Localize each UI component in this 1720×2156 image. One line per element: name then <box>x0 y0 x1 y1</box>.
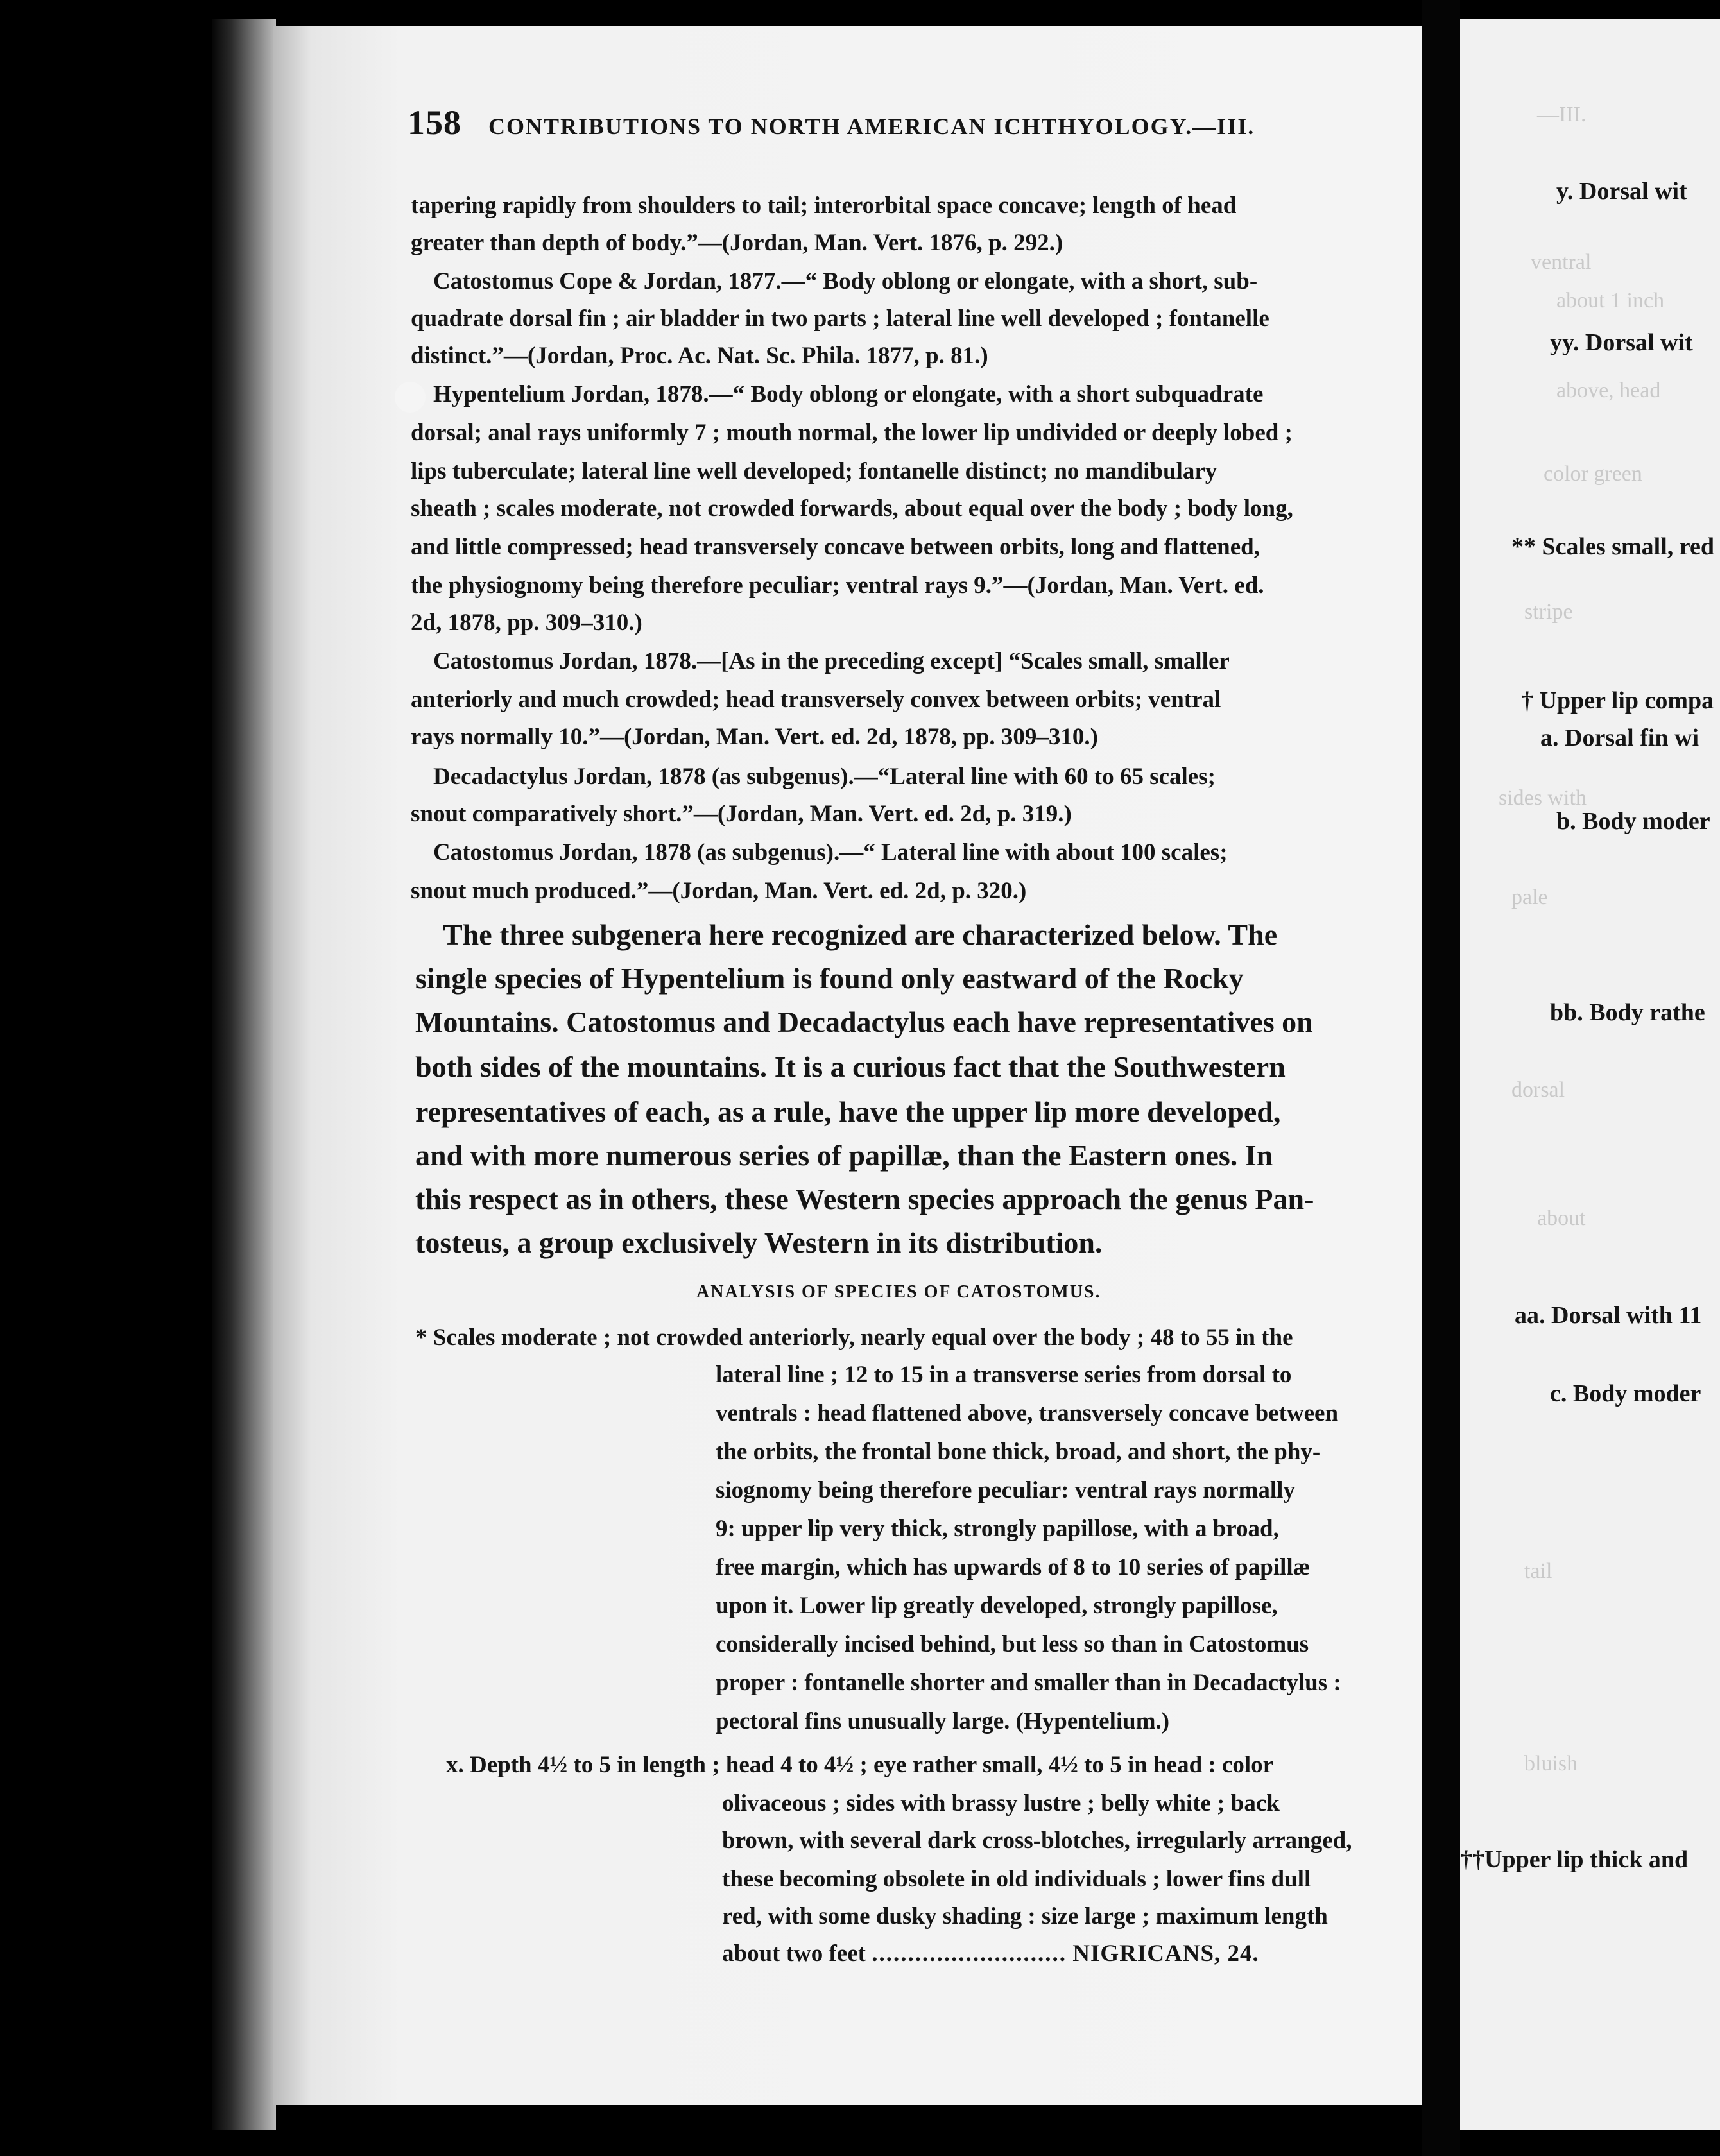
synonymy-line: Hypentelium Jordan, 1878.—“ Body oblong or elongate, with a short subquadrate <box>433 381 1264 407</box>
right-key-line: b. Body moder <box>1556 808 1710 835</box>
bleed-text: ventral <box>1531 250 1592 274</box>
right-key-line: y. Dorsal wit <box>1556 178 1687 205</box>
bleed-text: about <box>1537 1206 1586 1230</box>
key-line: pectoral fins unusually large. (Hypentelium.) <box>716 1708 1170 1734</box>
right-key-line: ** Scales small, red <box>1511 533 1714 560</box>
synonymy-line: rays normally 10.”—(Jordan, Man. Vert. ed. 2d, 1878, pp. 309–310.) <box>411 724 1098 750</box>
synonymy-line: Catostomus Jordan, 1878.—[As in the preceding except] “Scales small, smaller <box>433 648 1230 674</box>
right-key-line: a. Dorsal fin wi <box>1540 724 1699 751</box>
key-line: brown, with several dark cross-blotches, irregularly arranged, <box>722 1827 1352 1854</box>
key-line: x. Depth 4½ to 5 in length ; head 4 to 4½ ; eye rather small, 4½ to 5 in head : color <box>446 1752 1274 1778</box>
synonymy-line: Catostomus Cope & Jordan, 1877.—“ Body oblong or elongate, with a short, sub- <box>433 268 1258 295</box>
book-gutter <box>1422 0 1460 2156</box>
synonymy-line: distinct.”—(Jordan, Proc. Ac. Nat. Sc. Phila. 1877, p. 81.) <box>411 343 988 369</box>
bleed-text: tail <box>1524 1559 1552 1583</box>
key-line: ventrals : head flattened above, transversely concave between <box>716 1400 1339 1426</box>
body-paragraph-line: Mountains. Catostomus and Decadactylus each have representatives on <box>415 1005 1313 1038</box>
right-key-line: aa. Dorsal with 11 <box>1515 1302 1702 1329</box>
synonymy-line: sheath ; scales moderate, not crowded forwards, about equal over the body ; body long, <box>411 495 1293 522</box>
synonymy-line: lips tuberculate; lateral line well developed; fontanelle distinct; no mandibulary <box>411 458 1217 484</box>
right-page <box>1460 19 1720 2130</box>
bleed-text: —III. <box>1537 103 1587 126</box>
key-line-final <box>722 1939 1259 1969</box>
key-line: 9: upper lip very thick, strongly papillose, with a broad, <box>716 1516 1279 1542</box>
right-key-line: c. Body moder <box>1550 1380 1701 1407</box>
key-line: upon it. Lower lip greatly developed, strongly papillose, <box>716 1593 1278 1619</box>
synonymy-line: snout much produced.”—(Jordan, Man. Vert. ed. 2d, p. 320.) <box>411 878 1027 904</box>
bleed-text: above, head <box>1556 379 1661 402</box>
left-page <box>273 26 1447 2105</box>
species-name: NIGRICANS, 24. <box>1072 1940 1259 1967</box>
dot-leaders: ........................... <box>872 1940 1067 1967</box>
bleed-text: bluish <box>1524 1752 1578 1775</box>
synonymy-line: tapering rapidly from shoulders to tail; interorbital space concave; length of head <box>411 193 1237 219</box>
synonymy-line: Catostomus Jordan, 1878 (as subgenus).—“ Lateral line with about 100 scales; <box>433 839 1228 866</box>
synonymy-line: quadrate dorsal fin ; air bladder in two parts ; lateral line well developed ; fontanelle <box>411 305 1269 332</box>
right-key-line: bb. Body rathe <box>1550 999 1705 1026</box>
bleed-text: sides with <box>1499 786 1587 810</box>
synonymy-line: the physiognomy being therefore peculiar; ventral rays 9.”—(Jordan, Man. Vert. ed. <box>411 572 1264 599</box>
bleed-text: color green <box>1544 462 1642 486</box>
bleed-text: about 1 inch <box>1556 289 1665 312</box>
body-paragraph-line: and with more numerous series of papillæ, than the Eastern ones. In <box>415 1139 1273 1172</box>
body-paragraph-line: this respect as in others, these Western species approach the genus Pan- <box>415 1183 1314 1215</box>
key-line: considerally incised behind, but less so than in Catostomus <box>716 1631 1309 1657</box>
key-text: about two feet <box>722 1940 866 1967</box>
body-paragraph-line: tosteus, a group exclusively Western in its distribution. <box>415 1226 1103 1259</box>
key-line: free margin, which has upwards of 8 to 10 series of papillæ <box>716 1554 1311 1580</box>
body-paragraph-line: both sides of the mountains. It is a curious fact that the Southwestern <box>415 1050 1286 1083</box>
bleed-text: stripe <box>1524 600 1573 624</box>
synonymy-line: 2d, 1878, pp. 309–310.) <box>411 610 642 636</box>
bleed-text: pale <box>1511 886 1548 909</box>
synonymy-line: Decadactylus Jordan, 1878 (as subgenus).—“Lateral line with 60 to 65 scales; <box>433 764 1216 790</box>
bleed-text: dorsal <box>1511 1078 1565 1102</box>
synonymy-line: dorsal; anal rays uniformly 7 ; mouth normal, the lower lip undivided or deeply lobed ; <box>411 420 1293 446</box>
synonymy-line: greater than depth of body.”—(Jordan, Man. Vert. 1876, p. 292.) <box>411 230 1063 256</box>
key-line: red, with some dusky shading : size large ; maximum length <box>722 1903 1328 1929</box>
key-line: these becoming obsolete in old individuals ; lower fins dull <box>722 1866 1311 1892</box>
key-line: the orbits, the frontal bone thick, broad, and short, the phy- <box>716 1439 1321 1465</box>
section-heading: ANALYSIS OF SPECIES OF CATOSTOMUS. <box>696 1282 1101 1302</box>
synonymy-line: snout comparatively short.”—(Jordan, Man. Vert. ed. 2d, p. 319.) <box>411 801 1072 827</box>
book-spine-shadow <box>212 19 276 2130</box>
page-header <box>408 103 1383 142</box>
running-title: CONTRIBUTIONS TO NORTH AMERICAN ICHTHYOLOGY.—III. <box>488 114 1255 139</box>
synonymy-line: and little compressed; head transversely concave between orbits, long and flattened, <box>411 534 1260 560</box>
right-key-line: † Upper lip compa <box>1521 687 1714 714</box>
key-line: proper : fontanelle shorter and smaller than in Decadactylus : <box>716 1670 1341 1696</box>
right-key-line: ††Upper lip thick and <box>1460 1846 1689 1873</box>
right-key-line: yy. Dorsal wit <box>1550 329 1693 356</box>
page-number: 158 <box>408 103 461 142</box>
body-paragraph-line: The three subgenera here recognized are characterized below. The <box>443 918 1278 951</box>
synonymy-line: anteriorly and much crowded; head transversely convex between orbits; ventral <box>411 687 1221 713</box>
key-line: lateral line ; 12 to 15 in a transverse series from dorsal to <box>716 1362 1292 1388</box>
body-paragraph-line: representatives of each, as a rule, have the upper lip more developed, <box>415 1095 1281 1128</box>
key-line: siognomy being therefore peculiar: ventral rays normally <box>716 1477 1295 1503</box>
key-line: * Scales moderate ; not crowded anteriorly, nearly equal over the body ; 48 to 55 in the <box>415 1324 1293 1351</box>
body-paragraph-line: single species of Hypentelium is found only eastward of the Rocky <box>415 962 1244 995</box>
key-line: olivaceous ; sides with brassy lustre ; belly white ; back <box>722 1790 1280 1817</box>
paper-blemish <box>395 382 426 413</box>
